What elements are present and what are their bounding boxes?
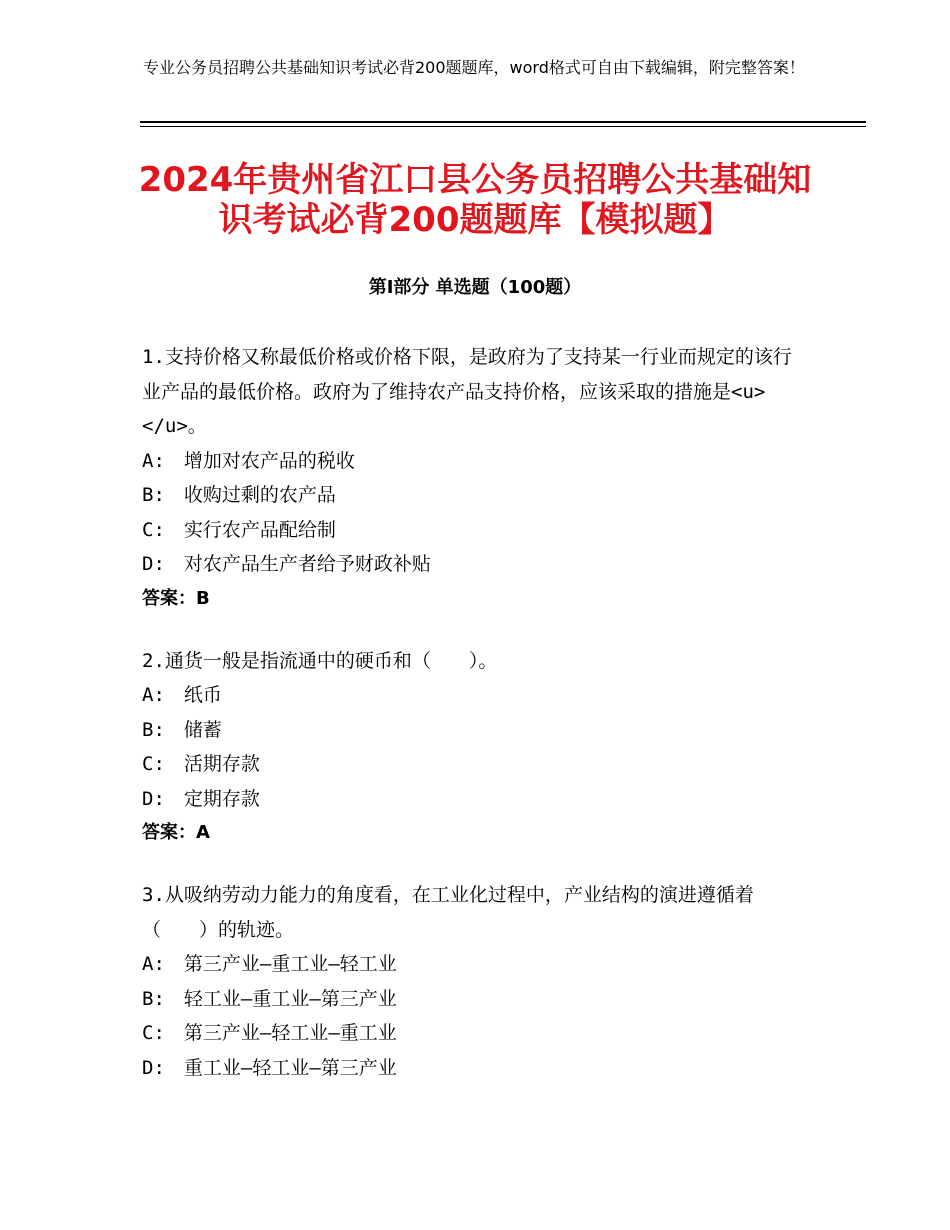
option-b: B: 储蓄 bbox=[142, 718, 222, 741]
option-d: D: 对农产品生产者给予财政补贴 bbox=[142, 553, 431, 575]
question-stem: 3.从吸纳劳动力能力的角度看，在工业化过程中，产业结构的演进遵循着（ ）的轨迹。 bbox=[142, 884, 754, 941]
option-c: C: 实行农产品配给制 bbox=[142, 518, 336, 541]
answer-line bbox=[142, 582, 822, 616]
answer-label: 答案： bbox=[142, 822, 196, 843]
question-1 bbox=[142, 340, 822, 616]
option-c: C: 第三产业—轻工业—重工业 bbox=[142, 1022, 397, 1044]
question-stem: 1.支持价格又称最低价格或价格下限，是政府为了支持某一行业而规定的该行业产品的最低价格。政府为了维持农产品支持价格，应该采取的措施是<u> </u>。 bbox=[142, 346, 823, 437]
header-rule-thin bbox=[140, 126, 866, 127]
answer-label: 答案： bbox=[142, 587, 196, 609]
document-title bbox=[130, 160, 820, 240]
answer-value: A bbox=[196, 822, 210, 843]
option-a: A: 增加对农产品的税收 bbox=[142, 449, 355, 472]
question-3 bbox=[142, 878, 822, 1085]
option-b: B: 轻工业—重工业—第三产业 bbox=[142, 987, 397, 1010]
document-title-line-2: 识考试必背200题题库【模拟题】 bbox=[218, 200, 732, 240]
question-2 bbox=[142, 644, 822, 851]
option-c: C: 活期存款 bbox=[142, 753, 260, 775]
option-b: B: 收购过剩的农产品 bbox=[142, 484, 336, 506]
option-a: A: 纸币 bbox=[142, 684, 222, 706]
question-stem: 2.通货一般是指流通中的硬币和（ ）。 bbox=[142, 649, 498, 672]
header-note: 专业公务员招聘公共基础知识考试必背200题题库，word格式可自由下载编辑，附完整答案！ bbox=[143, 58, 805, 77]
question-list bbox=[142, 340, 822, 1113]
answer-line bbox=[142, 816, 822, 850]
document-title-line-1: 2024年贵州省江口县公务员招聘公共基础知 bbox=[138, 160, 812, 200]
section-heading: 第Ⅰ部分 单选题（100题） bbox=[368, 277, 582, 298]
header-rule-thick bbox=[140, 121, 866, 123]
option-d: D: 重工业—轻工业—第三产业 bbox=[142, 1056, 397, 1079]
answer-value: B bbox=[196, 587, 210, 609]
option-d: D: 定期存款 bbox=[142, 787, 260, 810]
option-a: A: 第三产业—重工业—轻工业 bbox=[142, 953, 397, 975]
